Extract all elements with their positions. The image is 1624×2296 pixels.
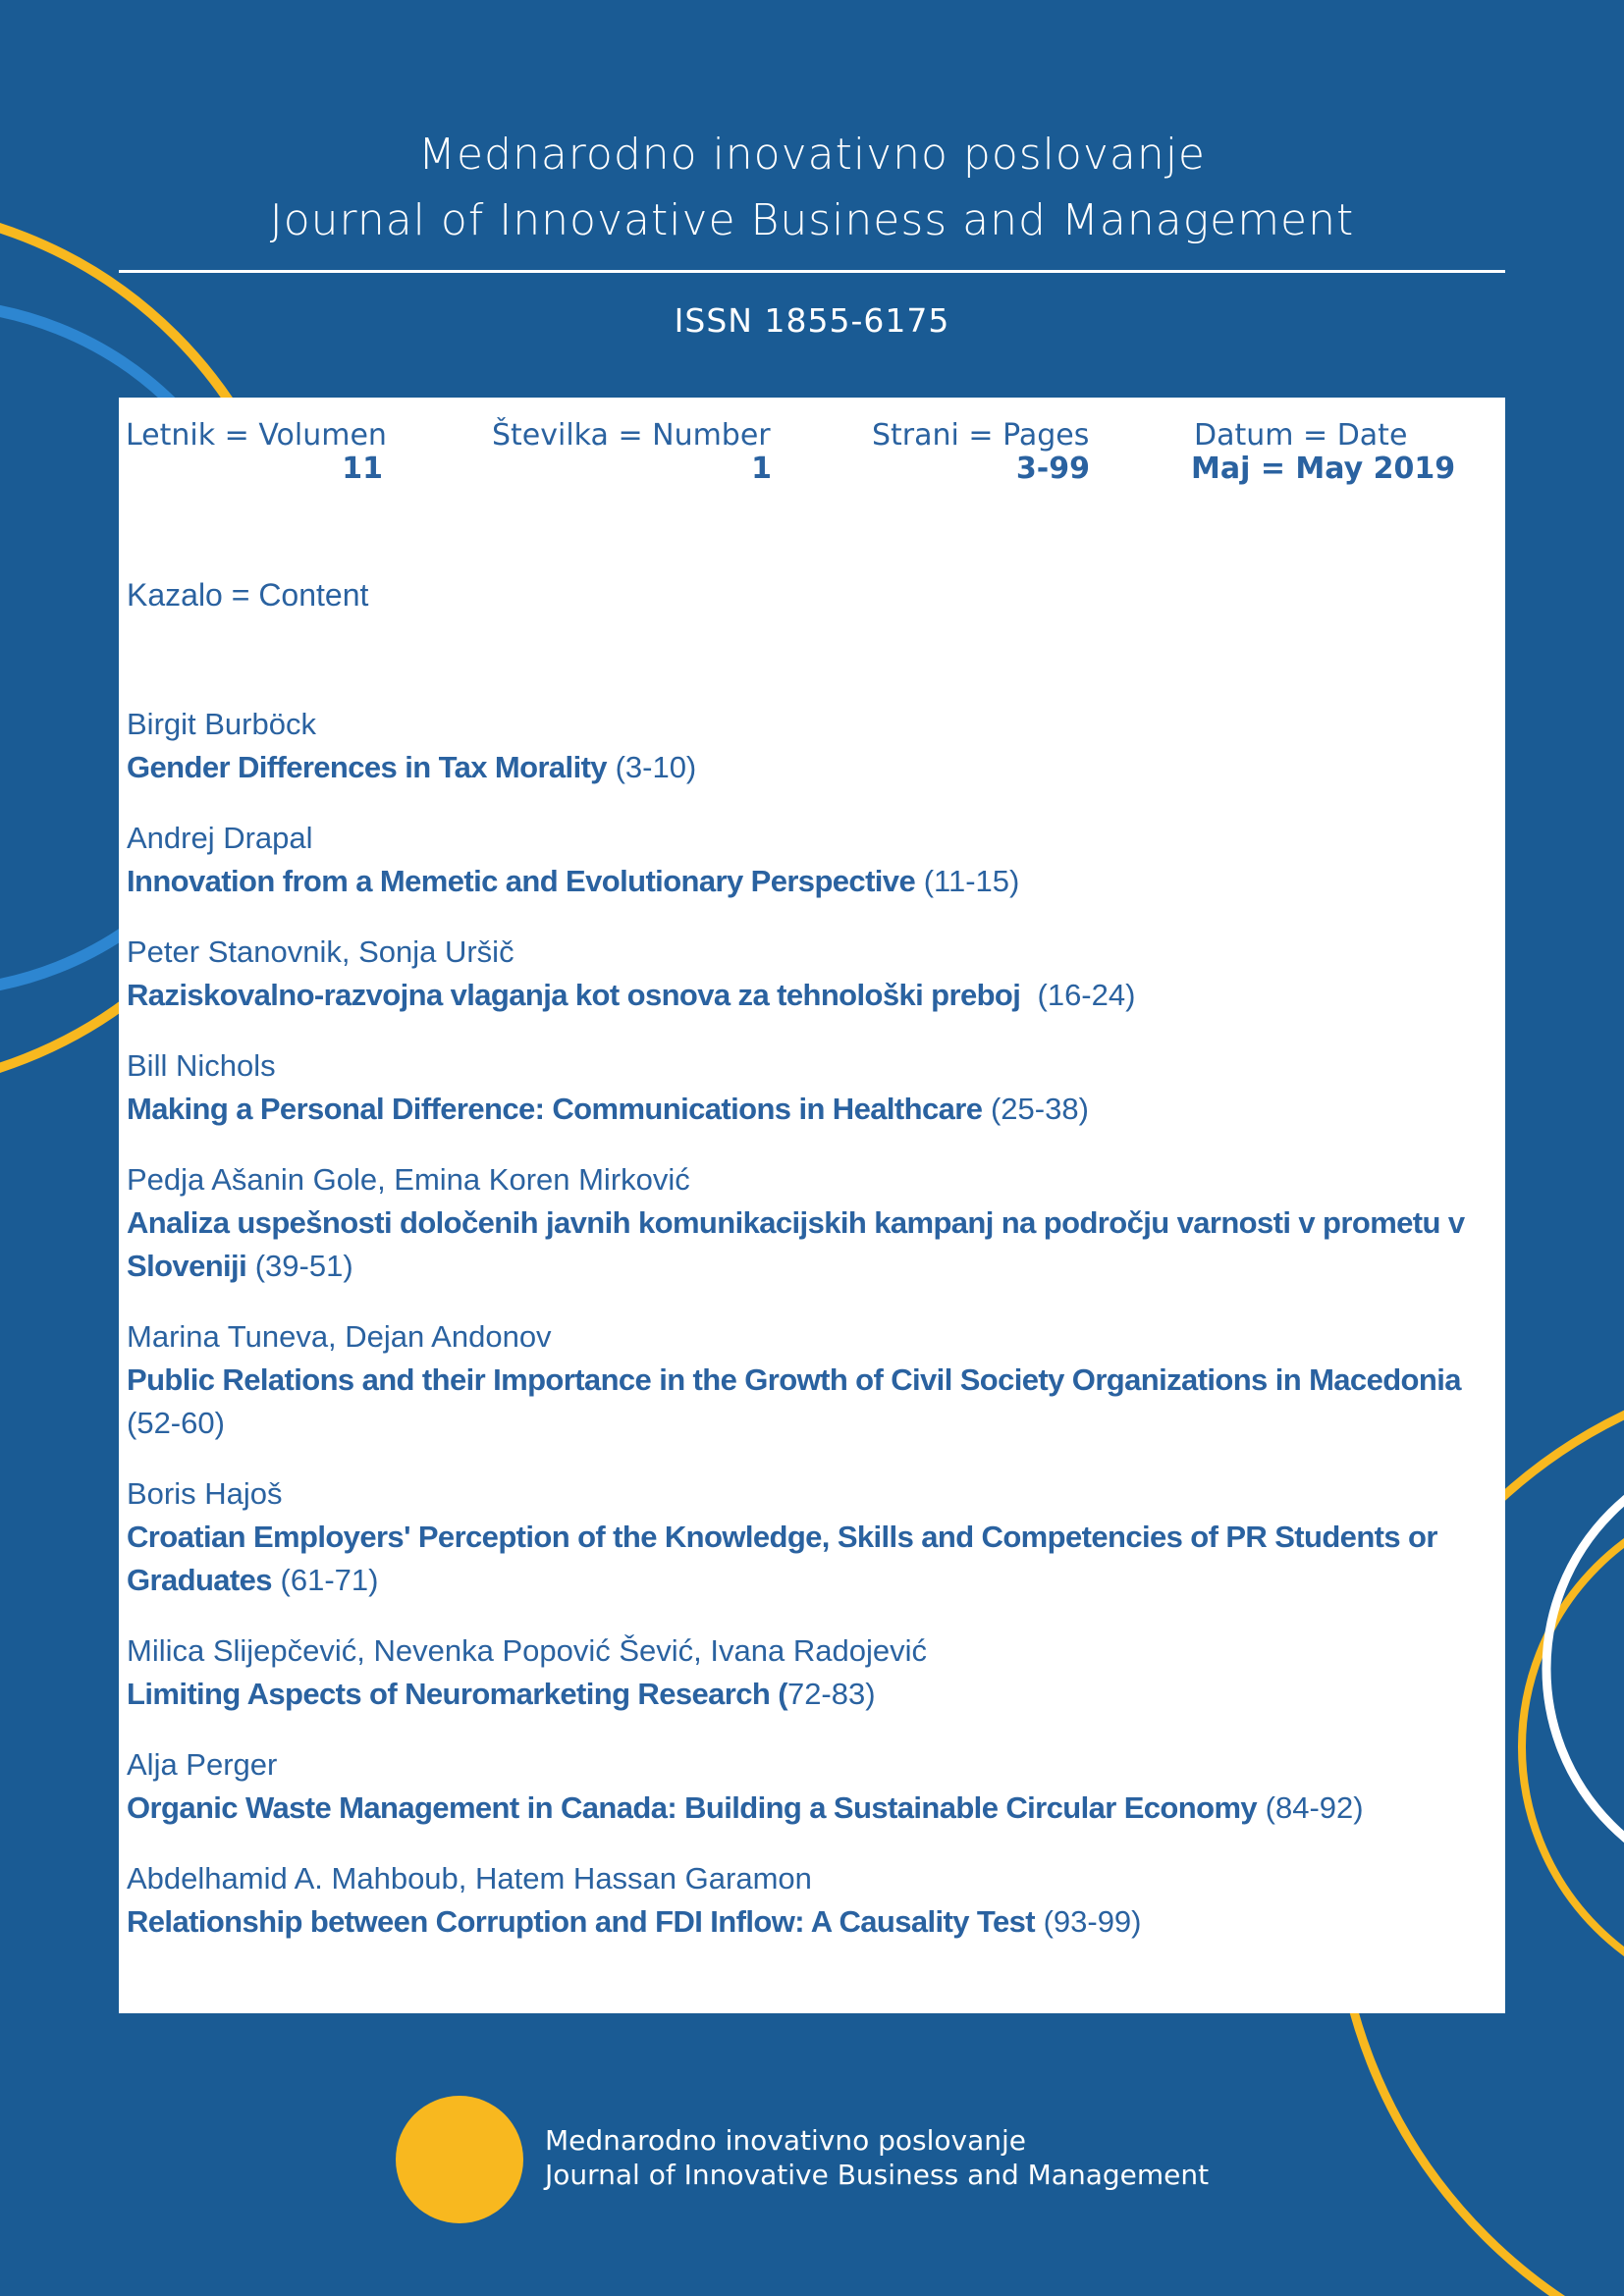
article-pages: (16-24) <box>1020 978 1136 1012</box>
number-label: Številka = Number <box>492 418 771 453</box>
article-pages: (93-99) <box>1034 1904 1142 1939</box>
toc-entry <box>127 1743 1501 1830</box>
issn-number: ISSN 1855-6175 <box>674 301 950 340</box>
article-pages: (84-92) <box>1257 1790 1364 1825</box>
journal-logo-dot <box>396 2096 523 2223</box>
article-line <box>127 1673 1501 1716</box>
article-pages: (11-15) <box>915 864 1020 898</box>
article-pages: 72-83) <box>786 1677 876 1711</box>
article-authors: Abdelhamid A. Mahboub, Hatem Hassan Garamon <box>127 1861 812 1896</box>
date-label: Datum = Date <box>1194 418 1408 453</box>
volume-value: 11 <box>342 452 383 486</box>
article-line <box>127 1787 1501 1830</box>
table-of-contents <box>127 703 1501 1971</box>
article-pages: (61-71) <box>271 1563 379 1597</box>
article-line <box>127 1359 1501 1445</box>
article-line <box>127 974 1501 1017</box>
footer-title-english: Journal of Innovative Business and Management <box>545 2159 1210 2191</box>
article-line <box>127 1201 1501 1288</box>
toc-entry <box>127 703 1501 789</box>
article-authors: Boris Hajoš <box>127 1476 283 1511</box>
toc-entry <box>127 1472 1501 1602</box>
article-line <box>127 1088 1501 1131</box>
article-pages: (25-38) <box>982 1092 1089 1126</box>
toc-entry <box>127 1315 1501 1445</box>
article-pages: (3-10) <box>606 750 697 784</box>
header-divider <box>119 270 1505 273</box>
journal-title-slovene: Mednarodno inovativno poslovanje <box>417 130 1207 180</box>
article-line <box>127 860 1501 903</box>
article-title[interactable]: Making a Personal Difference: Communications in Healthcare <box>127 1092 983 1126</box>
article-line <box>127 1516 1501 1602</box>
article-authors: Bill Nichols <box>127 1048 276 1083</box>
article-authors: Alja Perger <box>127 1747 278 1782</box>
article-title[interactable]: Gender Differences in Tax Morality <box>127 750 607 784</box>
article-title[interactable]: Organic Waste Management in Canada: Building a Sustainable Circular Economy <box>127 1790 1258 1825</box>
article-line <box>127 1900 1501 1944</box>
toc-entry <box>127 1158 1501 1288</box>
article-authors: Andrej Drapal <box>127 821 313 855</box>
article-pages: (52-60) <box>127 1406 225 1440</box>
article-title[interactable]: Limiting Aspects of Neuromarketing Research ( <box>127 1677 787 1711</box>
toc-entry <box>127 1629 1501 1716</box>
toc-entry <box>127 1044 1501 1131</box>
article-title[interactable]: Innovation from a Memetic and Evolutionary Perspective <box>127 864 916 898</box>
pages-label: Strani = Pages <box>872 418 1090 453</box>
article-authors: Marina Tuneva, Dejan Andonov <box>127 1319 552 1354</box>
footer-title-slovene: Mednarodno inovativno poslovanje <box>545 2124 1027 2157</box>
volume-label: Letnik = Volumen <box>126 418 387 453</box>
contents-heading: Kazalo = Content <box>127 577 369 613</box>
article-title[interactable]: Relationship between Corruption and FDI Inflow: A Causality Test <box>127 1904 1035 1939</box>
date-value: Maj = May 2019 <box>1191 452 1456 486</box>
journal-title-english: Journal of Innovative Business and Management <box>269 195 1355 245</box>
article-title[interactable]: Analiza uspešnosti določenih javnih komunikacijskih kampanj na področju varnosti v prometu v Sloveniji <box>127 1205 1465 1283</box>
article-pages: (39-51) <box>246 1249 353 1283</box>
toc-entry <box>127 931 1501 1017</box>
article-authors: Peter Stanovnik, Sonja Uršič <box>127 934 514 969</box>
right-white-arc <box>1546 1448 1624 1890</box>
number-value: 1 <box>751 452 772 486</box>
article-authors: Milica Slijepčević, Nevenka Popović Šević, Ivana Radojević <box>127 1633 927 1668</box>
pages-value: 3-99 <box>1015 452 1090 486</box>
article-authors: Pedja Ašanin Gole, Emina Koren Mirković <box>127 1162 690 1197</box>
article-title[interactable]: Raziskovalno-razvojna vlaganja kot osnova za tehnološki preboj <box>127 978 1021 1012</box>
article-title[interactable]: Public Relations and their Importance in the Growth of Civil Society Organizations in Macedonia <box>127 1362 1461 1397</box>
toc-entry <box>127 1857 1501 1944</box>
toc-entry <box>127 817 1501 903</box>
article-line <box>127 746 1501 789</box>
article-authors: Birgit Burböck <box>127 707 316 741</box>
article-title[interactable]: Croatian Employers' Perception of the Knowledge, Skills and Competencies of PR Students or Graduates <box>127 1520 1437 1597</box>
